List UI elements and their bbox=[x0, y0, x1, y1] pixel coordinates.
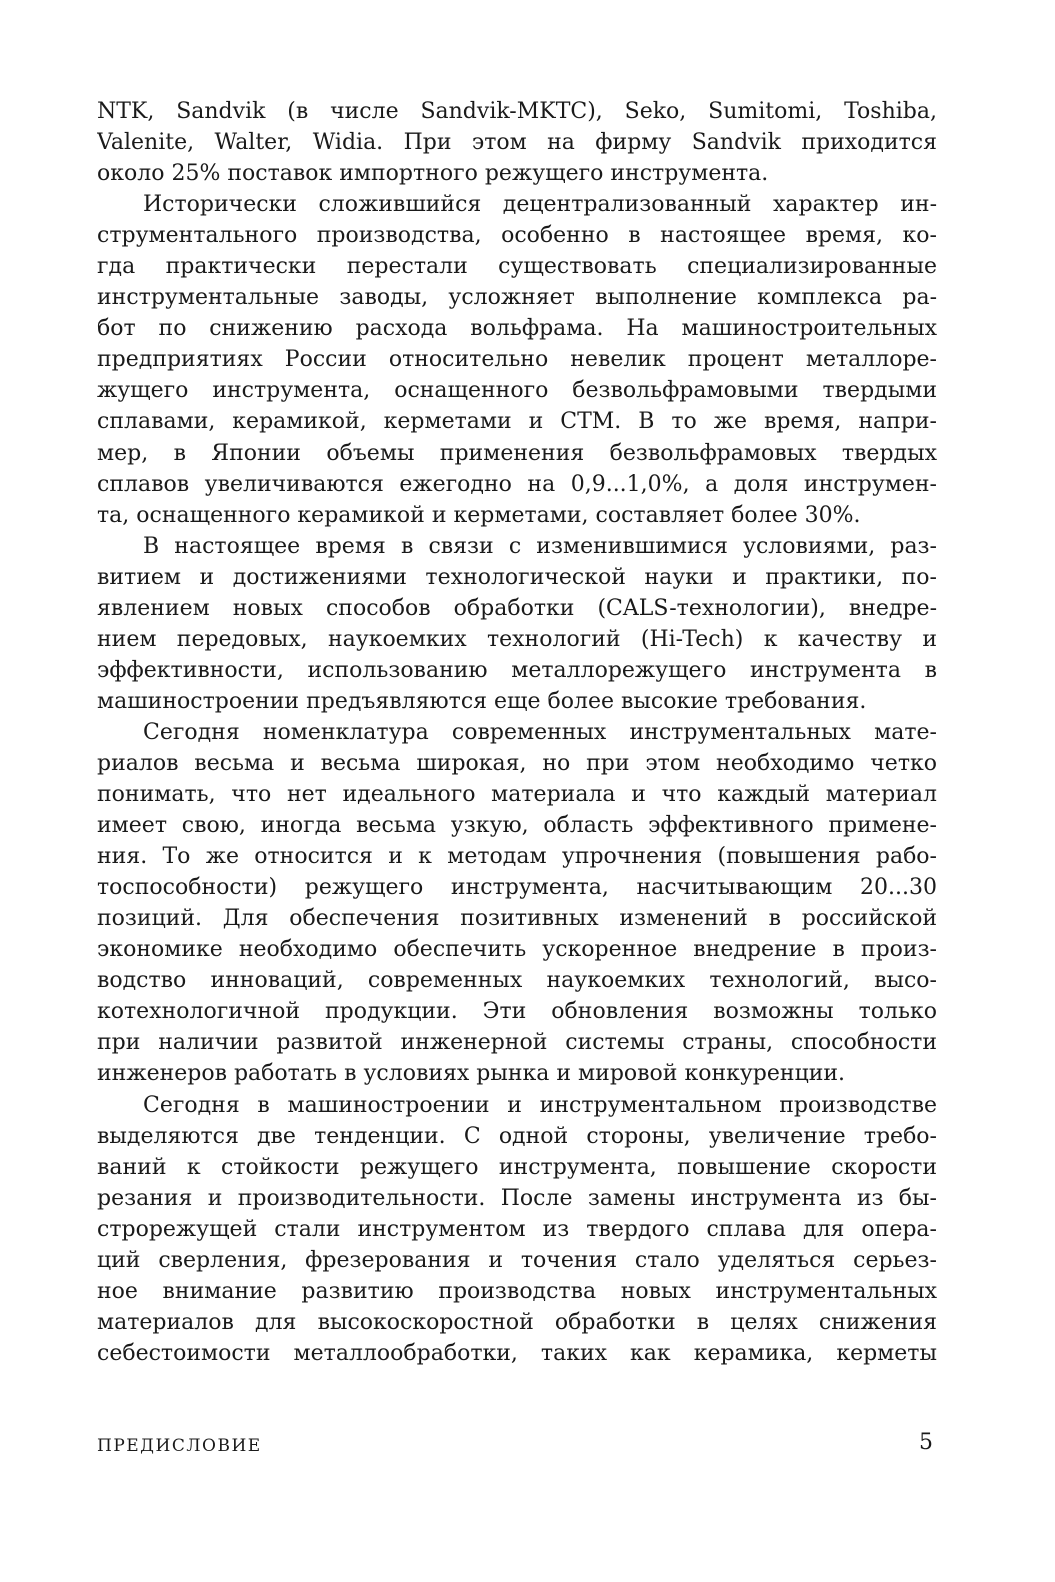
text-line: витием и достижениями технологической науки и практики, по- bbox=[97, 564, 937, 590]
text-line: эффективности, использованию металлорежущего инструмента в bbox=[97, 657, 937, 683]
text-line: явлением новых способов обработки (CALS-технологии), внедре- bbox=[97, 595, 937, 621]
text-line: сплавов увеличиваются ежегодно на 0,9...1,0%, а доля инструмен- bbox=[97, 471, 937, 497]
text-line: мер, в Японии объемы применения безвольфрамовых твердых bbox=[97, 440, 937, 466]
text-line: нием передовых, наукоемких технологий (Hi-Tech) к качеству и bbox=[97, 626, 937, 652]
text-line: при наличии развитой инженерной системы страны, способности bbox=[97, 1030, 937, 1056]
text-line: котехнологичной продукции. Эти обновления возможны только bbox=[97, 999, 937, 1025]
text-line: позиций. Для обеспечения позитивных изменений в российской bbox=[97, 906, 937, 932]
text-line: инженеров работать в условиях рынка и мировой конкуренции. bbox=[97, 1061, 846, 1087]
text-line: Valenite, Walter, Widia. При этом на фирму Sandvik приходится bbox=[97, 130, 937, 156]
text-line: ное внимание развитию производства новых инструментальных bbox=[97, 1278, 937, 1304]
text-line: та, оснащенного керамикой и керметами, составляет более 30%. bbox=[97, 502, 861, 528]
text-line: ций сверления, фрезерования и точения стало уделяться серьез- bbox=[97, 1247, 937, 1273]
text-line: машиностроении предъявляются еще более высокие требования. bbox=[97, 688, 867, 714]
text-line: резания и производительности. После замены инструмента из бы- bbox=[97, 1185, 937, 1211]
text-line: В настоящее время в связи с изменившимися условиями, раз- bbox=[143, 533, 937, 559]
text-line: строрежущей стали инструментом из твердого сплава для опера- bbox=[97, 1216, 937, 1242]
text-line: себестоимости металлообработки, таких как керамика, керметы bbox=[97, 1340, 937, 1366]
text-line: экономике необходимо обеспечить ускоренное внедрение в произ- bbox=[97, 937, 937, 963]
text-line: около 25% поставок импортного режущего инструмента. bbox=[97, 161, 769, 187]
text-line: тоспособности) режущего инструмента, насчитывающим 20...30 bbox=[97, 875, 937, 901]
text-line: жущего инструмента, оснащенного безвольфрамовыми твердыми bbox=[97, 378, 937, 404]
text-line: ния. То же относится и к методам упрочнения (повышения рабо- bbox=[97, 844, 937, 870]
text-line: Исторически сложившийся децентрализованный характер ин- bbox=[143, 192, 937, 218]
text-line: ваний к стойкости режущего инструмента, повышение скорости bbox=[97, 1154, 937, 1180]
text-line: водство инноваций, современных наукоемких технологий, высо- bbox=[97, 968, 937, 994]
body-text bbox=[97, 96, 937, 1369]
text-line: сплавами, керамикой, керметами и СТМ. В то же время, напри- bbox=[97, 409, 937, 435]
text-line: гда практически перестали существовать специализированные bbox=[97, 254, 937, 280]
text-line: понимать, что нет идеального материала и что каждый материал bbox=[97, 782, 937, 808]
text-line: Сегодня номенклатура современных инструментальных мате- bbox=[143, 719, 937, 745]
text-line: инструментальные заводы, усложняет выполнение комплекса ра- bbox=[97, 285, 937, 311]
text-line: риалов весьма и весьма широкая, но при этом необходимо четко bbox=[97, 750, 937, 776]
page-number: 5 bbox=[919, 1430, 933, 1455]
page-footer bbox=[97, 1430, 937, 1464]
text-line: струментального производства, особенно в настоящее время, ко- bbox=[97, 223, 937, 249]
text-line: бот по снижению расхода вольфрама. На машиностроительных bbox=[97, 316, 937, 342]
running-head: ПРЕДИСЛОВИЕ bbox=[97, 1436, 262, 1456]
text-line: имеет свою, иногда весьма узкую, область эффективного примене- bbox=[97, 813, 937, 839]
text-line: выделяются две тенденции. С одной стороны, увеличение требо- bbox=[97, 1123, 937, 1149]
text-line: материалов для высокоскоростной обработки в целях снижения bbox=[97, 1309, 937, 1335]
text-line: Сегодня в машиностроении и инструментальном производстве bbox=[143, 1092, 937, 1118]
text-line: NTK, Sandvik (в числе Sandvik-MKTC), Seko, Sumitomi, Toshiba, bbox=[97, 99, 937, 124]
text-line: предприятиях России относительно невелик процент металлоре- bbox=[97, 347, 937, 373]
